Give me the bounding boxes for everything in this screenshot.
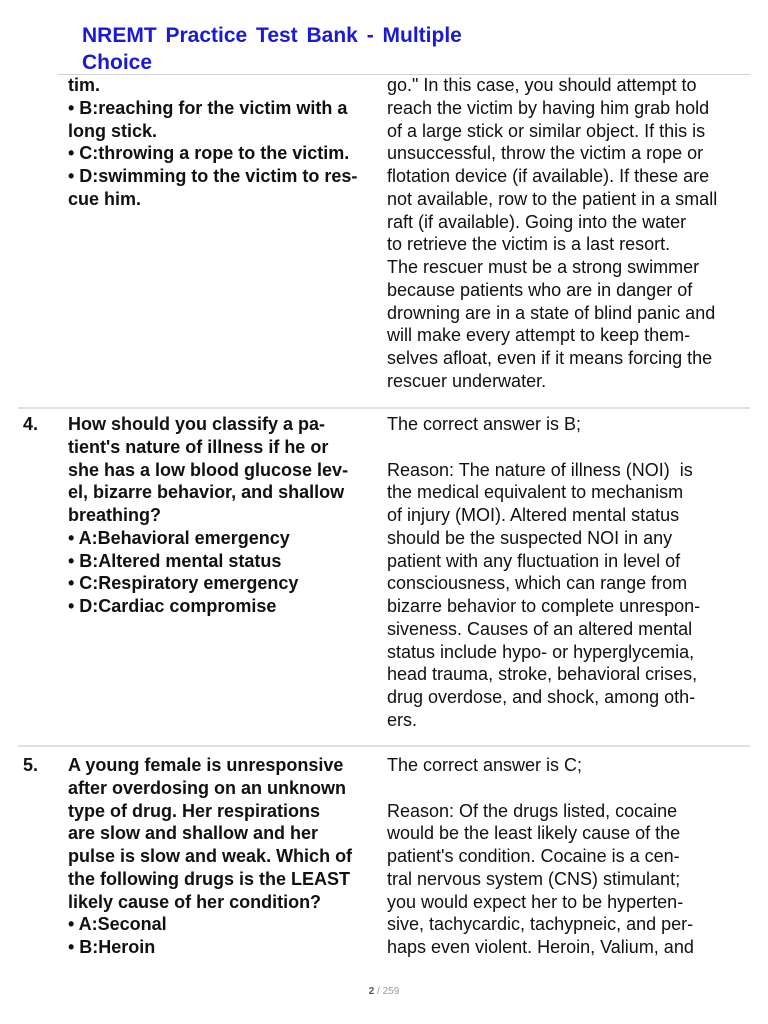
question-text: A young female is unresponsive after overdosing on an unknown type of drug. Her respirations are slow and shallow and her pulse is slow and weak. Which of the following drugs is the LEAST likely cause of her condition? • A:Seconal • B:Heroin [68,755,353,957]
current-page: 2 [368,986,375,997]
row-divider [18,745,750,747]
answer-text: The correct answer is B; Reason: The nature of illness (NOI) is the medical equivalent to mechanism of injury (MOI). Altered mental status should be the suspected NOI in any patient with any fluctuation in level of consciousness, which can range from bizarre behavior to complete unrespon- siveness. Causes of an altered mental status include hypo- or hyperglycemia, head trauma, stroke, behavioral crises, drug overdose, and shock, among oth- ers. [387,414,701,730]
row-divider [18,407,750,409]
page-indicator [0,986,768,997]
answer-text: go." In this case, you should attempt to reach the victim by having him grab hold of a large stick or similar object. If this is unsuccessful, throw the victim a rope or flotation device (if available). If these are not available, row to the patient in a small raft (if available). Going into the water to retrieve the victim is a last resort. The rescuer must be a strong swimmer because patients who are in danger of drowning are in a state of blind panic and will make every attempt to keep them- selves afloat, even if it means forcing the rescuer underwater. [387,75,718,391]
question-text: tim. • B:reaching for the victim with a long stick. • C:throwing a rope to the victim. • D:swimming to the victim to res- cue him. [68,75,358,209]
page-title: NREMT Practice Test Bank - Multiple Choice [82,24,462,74]
page-separator: / [377,986,380,997]
question-number: 5. [23,755,39,775]
question-number: 4. [23,414,39,434]
answer-text: The correct answer is C; Reason: Of the drugs listed, cocaine would be the least likely cause of the patient's condition. Cocaine is a cen- tral nervous system (CNS) stimulant; you would expect her to be hyperten- sive, tachycardic, tachypneic, and per- haps even violent. Heroin, Valium, and [387,755,694,957]
total-pages: 259 [382,986,400,997]
question-text: How should you classify a pa- tient's nature of illness if he or she has a low blood glucose lev- el, bizarre behavior, and shallow breathing? • A:Behavioral emergency • B:Altered mental status • C:Respiratory emergency • D:Cardiac compromise [68,414,349,616]
